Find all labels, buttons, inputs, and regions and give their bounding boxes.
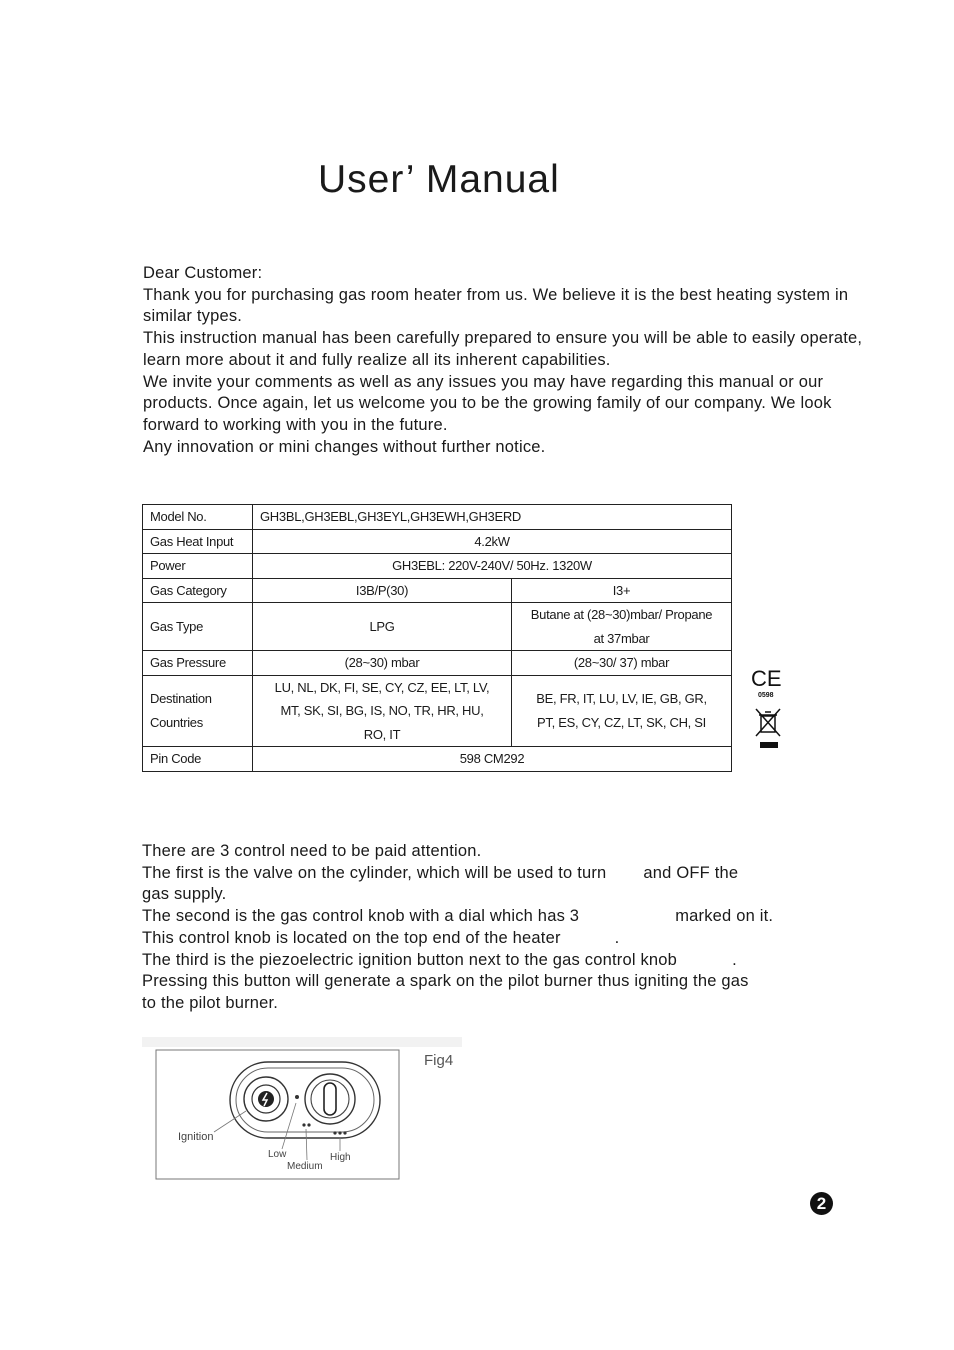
table-cell: GH3EBL: 220V-240V/ 50Hz. 1320W xyxy=(253,554,732,579)
table-cell: Power xyxy=(143,554,253,579)
table-cell: (28~30) mbar xyxy=(253,651,512,676)
text-span: and OFF the xyxy=(643,863,739,882)
high-dot xyxy=(333,1131,336,1134)
ignition-label: Ignition xyxy=(178,1131,214,1143)
controls-line: Pressing this button will generate a spark on the pilot burner thus igniting the gas xyxy=(142,972,749,991)
cell-line: Butane at (28~30)mbar/ Propane xyxy=(530,607,713,622)
text-span: . xyxy=(732,950,737,969)
table-cell: 4.2kW xyxy=(253,529,732,554)
table-cell xyxy=(253,675,512,747)
table-cell: 598 CM292 xyxy=(253,747,732,772)
cell-line: BE, FR, IT, LU, LV, IE, GB, GR, xyxy=(536,691,707,707)
intro-paragraph: Any innovation or mini changes without further notice. xyxy=(143,437,546,456)
controls-line: to the pilot burner. xyxy=(142,993,279,1012)
table-cell: Gas Category xyxy=(143,578,253,603)
controls-line xyxy=(142,906,862,928)
table-cell: (28~30/ 37) mbar xyxy=(512,651,732,676)
table-row xyxy=(143,529,732,554)
controls-line xyxy=(142,863,862,885)
table-cell: Model No. xyxy=(143,505,253,530)
low-label: Low xyxy=(268,1149,287,1160)
text-span: The third is the piezoelectric ignition button next to the gas control knob xyxy=(142,950,678,969)
medium-dot xyxy=(302,1123,305,1126)
controls-line xyxy=(142,928,862,950)
high-dot xyxy=(338,1131,341,1134)
medium-dot xyxy=(307,1123,310,1126)
certification-marks xyxy=(748,664,788,754)
text-span: This control knob is located on the top end of the heater xyxy=(142,928,561,947)
table-row xyxy=(143,675,732,747)
cell-line: PT, ES, CY, CZ, LT, SK, CH, SI xyxy=(537,714,706,730)
cell-line: at 37mbar xyxy=(593,630,650,646)
ce-mark-icon: CE xyxy=(751,666,782,691)
table-cell: LPG xyxy=(253,603,512,651)
text-span: The second is the gas control knob with a dial which has 3 xyxy=(142,907,580,926)
table-row xyxy=(143,651,732,676)
table-cell: Pin Code xyxy=(143,747,253,772)
controls-line xyxy=(142,950,862,972)
high-label: High xyxy=(330,1152,351,1163)
table-cell: Gas Heat Input xyxy=(143,529,253,554)
ce-number: 0598 xyxy=(758,692,774,699)
figure-shading xyxy=(142,1037,462,1047)
spec-table xyxy=(142,504,732,772)
table-cell xyxy=(143,675,253,747)
table-row xyxy=(143,554,732,579)
control-panel-figure xyxy=(142,1037,462,1187)
cell-line: MT, SK, SI, BG, IS, NO, TR, HR, HU, xyxy=(280,703,484,718)
text-span: The first is the valve on the cylinder, which will be used to turn xyxy=(142,863,607,882)
figure-caption: Fig4 xyxy=(424,1052,454,1069)
text-span: marked on it. xyxy=(675,907,774,926)
table-cell: Gas Type xyxy=(143,603,253,651)
table-row xyxy=(143,603,732,651)
weee-bar-icon xyxy=(760,742,778,748)
table-cell: Gas Pressure xyxy=(143,651,253,676)
medium-label: Medium xyxy=(287,1161,323,1172)
intro-paragraph: Thank you for purchasing gas room heater from us. We believe it is the best heating system in similar types. xyxy=(143,285,849,326)
table-row xyxy=(143,578,732,603)
intro-paragraph: This instruction manual has been carefully prepared to ensure you will be able to easily operate, learn more about it and fully realize all its inherent capabilities. xyxy=(143,329,863,369)
salutation: Dear Customer: xyxy=(143,264,263,282)
text-span: . xyxy=(614,928,620,947)
controls-line: gas supply. xyxy=(142,885,227,904)
table-cell xyxy=(512,603,732,651)
weee-bin-icon xyxy=(756,709,780,736)
table-cell: I3+ xyxy=(512,578,732,603)
table-cell: GH3BL,GH3EBL,GH3EYL,GH3EWH,GH3ERD xyxy=(253,505,732,530)
cell-line: Countries xyxy=(150,714,203,730)
page-title: User’ Manual xyxy=(318,158,560,201)
cell-line: Destination xyxy=(150,691,212,707)
table-row xyxy=(143,747,732,772)
intro-paragraph: We invite your comments as well as any issues you may have regarding this manual or our products. Once again, let us welcome you to be the growing family of our company. We look forward to working with you in the future. xyxy=(143,372,832,434)
table-row xyxy=(143,505,732,530)
cell-line: LU, NL, DK, FI, SE, CY, CZ, EE, LT, LV, xyxy=(274,679,490,695)
table-cell xyxy=(512,675,732,747)
page-number: 2 xyxy=(810,1192,833,1215)
high-dot xyxy=(343,1131,346,1134)
table-cell: I3B/P(30) xyxy=(253,578,512,603)
low-dot xyxy=(295,1095,299,1099)
controls-section xyxy=(142,841,862,1015)
controls-line: There are 3 control need to be paid attention. xyxy=(142,842,482,860)
cell-line: RO, IT xyxy=(363,726,401,742)
intro-section xyxy=(143,263,863,458)
